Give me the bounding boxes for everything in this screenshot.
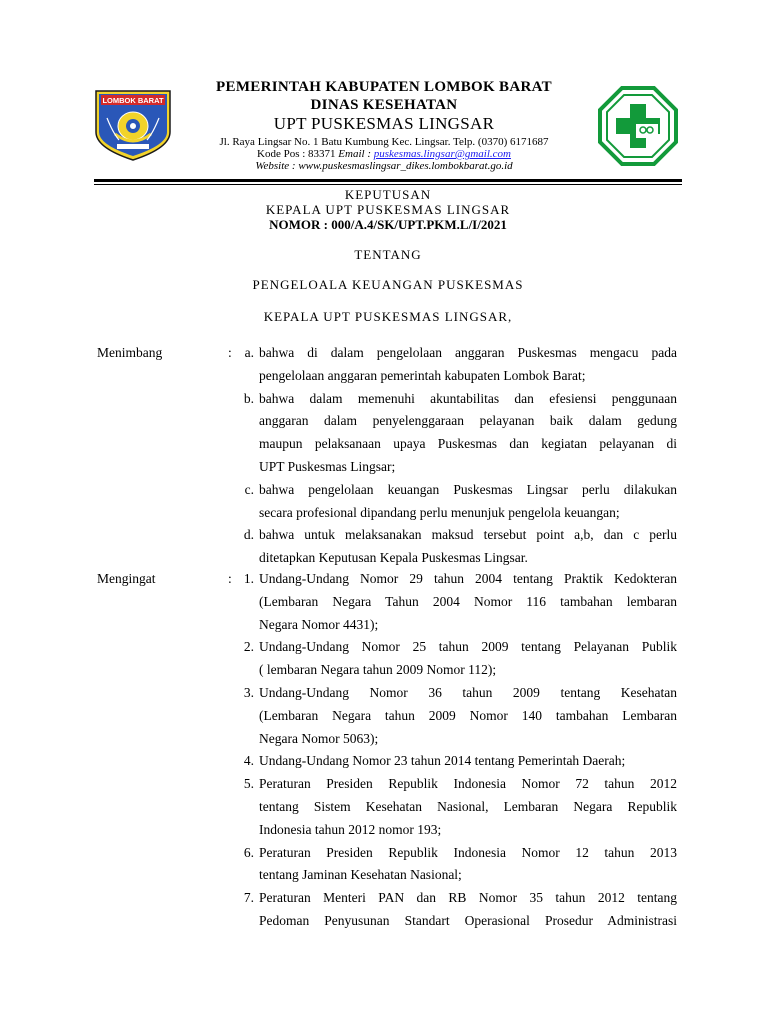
mengingat-label: Mengingat: [97, 571, 156, 586]
mengingat-item-marker: 1.: [243, 571, 254, 586]
menimbang-item-line: anggaran dalam penyelenggaraan pelayanan baik dalam gedung: [259, 413, 677, 429]
header-contact: [150, 148, 618, 160]
menimbang-item-line: maupun pelaksanaan upaya Puskesmas dan kegiatan pelayanan di: [259, 436, 677, 452]
decree-issuer: KEPALA UPT PUSKESMAS LINGSAR: [265, 202, 511, 217]
menimbang-item-text: [259, 479, 677, 525]
mengingat-item-line: (Lembaran Negara tahun 2009 Nomor 140 tambahan Lembaran: [259, 707, 677, 723]
menimbang-item-line: UPT Puskesmas Lingsar;: [259, 458, 396, 474]
mengingat-colon: :: [228, 571, 232, 586]
mengingat-item-line: Negara Nomor 5063);: [259, 730, 379, 746]
emblem-text: LOMBOK BARAT: [102, 96, 164, 105]
header-website: Website : www.puskesmaslingsar_dikes.lombokbarat.go.id: [255, 160, 513, 172]
mengingat-item-line: Undang-Undang Nomor 36 tahun 2009 tentang Kesehatan: [259, 685, 677, 700]
mengingat-item-line: Undang-Undang Nomor 29 tahun 2004 tentang Praktik Kedokteran: [259, 571, 677, 586]
mengingat-item-text: [259, 773, 677, 841]
mengingat-item-line: tentang Sistem Kesehatan Nasional, Lembaran Negara Republik: [259, 798, 677, 814]
mengingat-item-line: Pedoman Penyusunan Standart Operasional Prosedur Administrasi: [259, 912, 677, 928]
menimbang-item-line: ditetapkan Keputusan Kepala Puskesmas Lingsar.: [259, 550, 528, 566]
header-divider-thin: [94, 184, 682, 185]
menimbang-item-marker: c.: [244, 481, 254, 497]
menimbang-item-line: bahwa pengelolaan keuangan Puskesmas Lingsar perlu dilakukan: [259, 481, 677, 497]
mengingat-item-line: Peraturan Menteri PAN dan RB Nomor 35 tahun 2012 tentang: [259, 890, 677, 906]
menimbang-item-marker: a.: [244, 345, 254, 360]
menimbang-item-line: pengelolaan anggaran pemerintah kabupaten Lombok Barat;: [259, 367, 586, 383]
menimbang-item-line: bahwa di dalam pengelolaan anggaran Puskesmas mengacu pada: [259, 345, 677, 360]
menimbang-label: Menimbang: [97, 345, 163, 360]
decree-number: NOMOR : 000/A.4/SK/UPT.PKM.L/I/2021: [269, 217, 507, 232]
menimbang-item-text: [259, 342, 677, 388]
mengingat-item-line: ( lembaran Negara tahun 2009 Nomor 112);: [259, 662, 497, 678]
mengingat-item-text: [259, 682, 677, 750]
mengingat-item-line: Indonesia tahun 2012 nomor 193;: [259, 821, 442, 837]
menimbang-item-line: bahwa dalam memenuhi akuntabilitas dan efesiensi penggunaan: [259, 390, 677, 406]
mengingat-item-text: [259, 568, 677, 636]
mengingat-item-line: Negara Nomor 4431);: [259, 616, 379, 632]
mengingat-item-line: Undang-Undang Nomor 23 tahun 2014 tentang Pemerintah Daerah;: [259, 753, 626, 769]
header-address: Jl. Raya Lingsar No. 1 Batu Kumbung Kec. Lingsar. Telp. (0370) 6171687: [219, 136, 549, 148]
header-government: PEMERINTAH KABUPATEN LOMBOK BARAT: [216, 79, 552, 95]
mengingat-item-marker: 2.: [243, 639, 254, 655]
menimbang-item-line: bahwa untuk melaksanakan maksud tersebut point a,b, dan c perlu: [259, 527, 677, 543]
mengingat-item-text: [259, 750, 677, 773]
mengingat-item-marker: 5.: [243, 776, 254, 792]
menimbang-item-marker: b.: [243, 390, 254, 406]
mengingat-item-text: [259, 636, 677, 682]
menimbang-item-line: secara profesional dipandang perlu menunjuk pengelola keuangan;: [259, 504, 620, 520]
decree-subject: PENGELOALA KEUANGAN PUSKESMAS: [252, 277, 524, 292]
mengingat-item-marker: 3.: [243, 685, 254, 700]
menimbang-item-text: [259, 388, 677, 479]
mengingat-item-text: [259, 842, 677, 888]
menimbang-item-marker: d.: [243, 527, 254, 543]
mengingat-item-marker: 7.: [243, 890, 254, 906]
decree-heading: KEPUTUSAN: [344, 187, 432, 202]
header-postcode: Kode Pos : 83371: [257, 148, 339, 160]
mengingat-item-line: Peraturan Presiden Republik Indonesia Nomor 72 tahun 2012: [259, 776, 677, 792]
mengingat-item-marker: 4.: [243, 753, 254, 769]
mengingat-item-line: tentang Jaminan Kesehatan Nasional;: [259, 867, 462, 883]
menimbang-item-text: [259, 524, 677, 570]
email-label: Email :: [338, 148, 374, 160]
decree-issuer-repeat: KEPALA UPT PUSKESMAS LINGSAR,: [263, 309, 513, 324]
mengingat-item-line: (Lembaran Negara Tahun 2004 Nomor 116 tambahan lembaran: [259, 593, 677, 609]
mengingat-item-text: [259, 887, 677, 933]
email-link[interactable]: puskesmas.lingsar@gmail.com: [373, 148, 511, 160]
header-divider-thick: [94, 179, 682, 182]
header-department: DINAS KESEHATAN: [310, 97, 458, 113]
header-institution: UPT PUSKESMAS LINGSAR: [273, 114, 495, 133]
mengingat-item-line: Peraturan Presiden Republik Indonesia Nomor 12 tahun 2013: [259, 844, 677, 860]
menimbang-colon: :: [228, 345, 232, 360]
mengingat-item-marker: 6.: [243, 844, 254, 860]
mengingat-item-line: Undang-Undang Nomor 25 tahun 2009 tentang Pelayanan Publik: [259, 639, 677, 655]
decree-tentang: TENTANG: [354, 247, 422, 262]
